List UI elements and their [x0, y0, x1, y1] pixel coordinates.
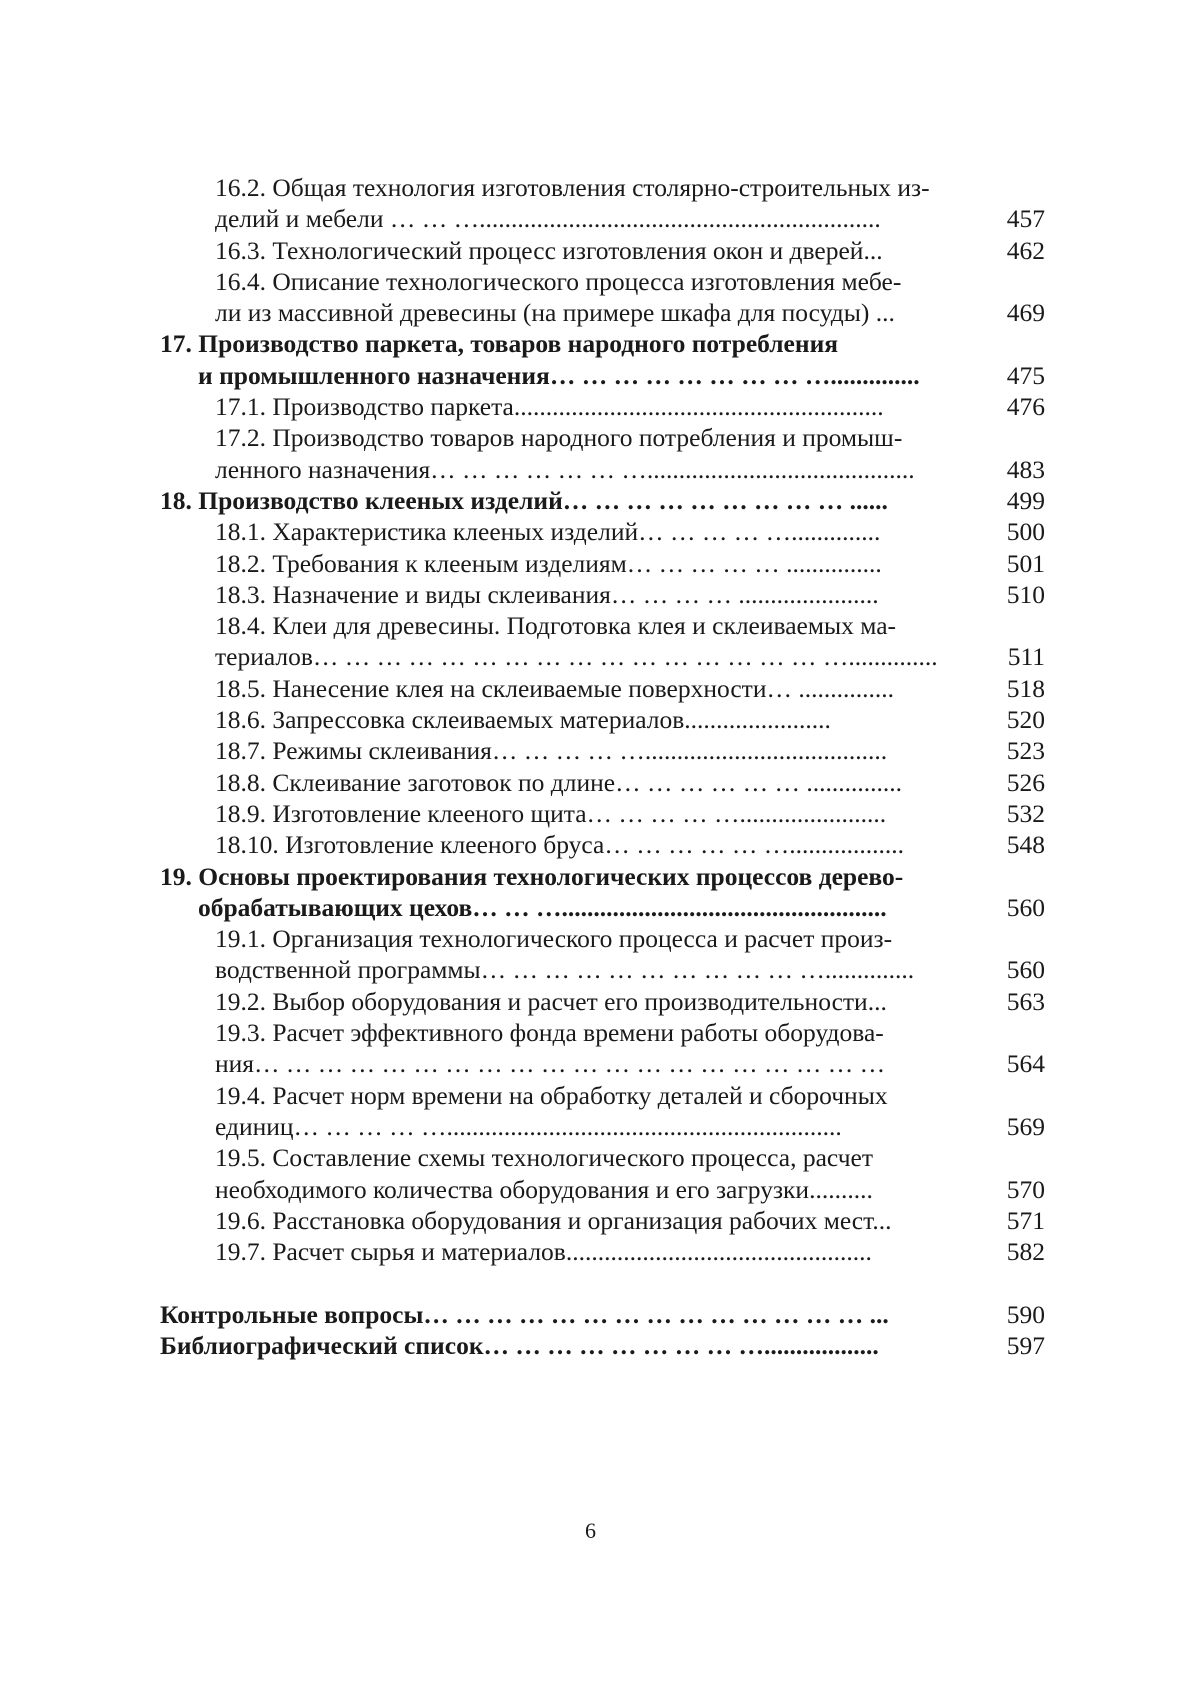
toc-subsection-entry[interactable]: [160, 1142, 1045, 1205]
toc-entry-title: обрабатывающих цехов… … …...................................................: [198, 892, 887, 922]
toc-page-number: 500: [1006, 517, 1045, 547]
toc-entry-title: 19.5. Составление схемы технологического процесса, расчет: [215, 1143, 873, 1173]
toc-subsection-entry[interactable]: [160, 673, 1045, 704]
toc-page-number: 483: [1006, 454, 1045, 484]
toc-subsection-entry[interactable]: [160, 704, 1045, 735]
toc-entry-title: 19.7. Расчет сырья и материалов................................................: [215, 1237, 872, 1267]
toc-entry-title: 17.2. Производство товаров народного потребления и промыш-: [215, 423, 903, 453]
toc-line: [160, 422, 1045, 453]
toc-entry-title: 18.4. Клеи для древесины. Подготовка клея и склеиваемых ма-: [215, 611, 897, 641]
toc-page-number: 523: [1006, 736, 1045, 766]
toc-subsection-entry[interactable]: [160, 610, 1045, 673]
table-of-contents: [160, 172, 1045, 1361]
toc-line: [160, 861, 1045, 892]
toc-entry-title: 18.7. Режимы склеивания… … … … …......................................: [215, 736, 888, 766]
toc-subsection-entry[interactable]: [160, 1236, 1045, 1267]
toc-page-number: 520: [1006, 705, 1045, 735]
page-number: 6: [585, 1518, 596, 1543]
toc-entry-title: и промышленного назначения… … … … … … … … …..............: [198, 360, 920, 390]
toc-subsection-entry[interactable]: [160, 548, 1045, 579]
toc-line: [160, 579, 1045, 610]
toc-entry-title: 18.3. Назначение и виды склеивания… … … … ......................: [215, 579, 879, 609]
toc-entry-title: 18.9. Изготовление клееного щита… … … … ….......................: [215, 798, 887, 828]
toc-entry-title: 18. Производство клееных изделий… … … … … … … … … ......: [160, 485, 888, 515]
toc-page-number: 590: [1006, 1299, 1045, 1329]
toc-entry-title: териалов… … … … … … … … … … … … … … … … …..............: [215, 642, 938, 672]
toc-subsection-entry[interactable]: [160, 516, 1045, 547]
toc-page-number: 469: [1006, 298, 1045, 328]
toc-line: [160, 610, 1045, 641]
toc-entry-title: 18.10. Изготовление клееного бруса… … … … … …..................: [215, 830, 904, 860]
toc-line: [160, 1330, 1045, 1361]
toc-entry-title: необходимого количества оборудования и его загрузки..........: [215, 1174, 873, 1204]
toc-subsection-entry[interactable]: [160, 1080, 1045, 1143]
toc-entry-title: Контрольные вопросы… … … … … … … … … … … … … … ...: [160, 1299, 889, 1329]
toc-subsection-entry[interactable]: [160, 829, 1045, 860]
toc-line: [160, 1174, 1045, 1205]
toc-line: [160, 360, 1045, 391]
toc-entry-title: 18.5. Нанесение клея на склеиваемые поверхности… ...............: [215, 673, 894, 703]
toc-page-number: 548: [1006, 830, 1045, 860]
toc-line: [160, 1236, 1045, 1267]
toc-page-number: 582: [1006, 1237, 1045, 1267]
toc-subsection-entry[interactable]: [160, 1017, 1045, 1080]
toc-entry-title: 16.3. Технологический процесс изготовления окон и дверей...: [215, 235, 883, 265]
toc-subsection-entry[interactable]: [160, 391, 1045, 422]
toc-line: [160, 892, 1045, 923]
toc-page-number: 475: [1006, 360, 1045, 390]
toc-page-number: 518: [1006, 673, 1045, 703]
toc-entry-title: 18.6. Запрессовка склеиваемых материалов.......................: [215, 705, 831, 735]
toc-line: [160, 829, 1045, 860]
toc-subsection-entry[interactable]: [160, 986, 1045, 1017]
toc-line: [160, 235, 1045, 266]
toc-entry-title: 16.2. Общая технология изготовления столярно-строительных из-: [215, 173, 930, 202]
toc-entry-title: 19.4. Расчет норм времени на обработку деталей и сборочных: [215, 1080, 888, 1110]
toc-page-number: 526: [1006, 767, 1045, 797]
toc-line: [160, 1111, 1045, 1142]
toc-entry-title: 19.2. Выбор оборудования и расчет его производительности...: [215, 986, 887, 1016]
toc-page-number: 476: [1006, 392, 1045, 422]
toc-entry-title: единиц… … … … …..............................................................: [215, 1111, 842, 1141]
toc-line: [160, 1142, 1045, 1173]
toc-entry-title: водственной программы… … … … … … … … … … …..............: [215, 955, 915, 985]
toc-subsection-entry[interactable]: [160, 798, 1045, 829]
toc-line: [160, 1048, 1045, 1079]
toc-page-number: 510: [1006, 579, 1045, 609]
toc-page-number: 501: [1006, 548, 1045, 578]
toc-line: [160, 1017, 1045, 1048]
toc-line: [160, 641, 1045, 672]
toc-line: [160, 266, 1045, 297]
toc-chapter-entry[interactable]: [160, 485, 1045, 516]
toc-chapter-entry[interactable]: [160, 861, 1045, 924]
toc-page-number: 571: [1006, 1205, 1045, 1235]
toc-entry-title: ния… … … … … … … … … … … … … … … … … … … …: [215, 1049, 886, 1079]
toc-line: [160, 923, 1045, 954]
toc-subsection-entry[interactable]: [160, 172, 1045, 235]
toc-subsection-entry[interactable]: [160, 735, 1045, 766]
toc-entry-title: 19.1. Организация технологического процесса и расчет произ-: [215, 924, 893, 954]
toc-line: [160, 203, 1045, 234]
toc-line: [160, 704, 1045, 735]
toc-page-number: 462: [1006, 235, 1045, 265]
toc-entry-title: Библиографический список… … … … … … … … …..................: [160, 1330, 879, 1360]
toc-entry-title: 18.1. Характеристика клееных изделий… … … … …..............: [215, 517, 881, 547]
toc-page-number: 511: [1007, 642, 1045, 672]
toc-line: [160, 297, 1045, 328]
toc-chapter-entry[interactable]: [160, 1299, 1045, 1330]
toc-line: [160, 798, 1045, 829]
toc-entry-title: 19. Основы проектирования технологических процессов дерево-: [160, 861, 904, 891]
toc-chapter-entry[interactable]: [160, 1330, 1045, 1361]
toc-entry-title: ленного назначения… … … … … … …..........................................: [215, 454, 915, 484]
toc-subsection-entry[interactable]: [160, 266, 1045, 329]
toc-line: [160, 1299, 1045, 1330]
toc-entry-title: 19.6. Расстановка оборудования и организация рабочих мест...: [215, 1205, 892, 1235]
toc-entry-title: 19.3. Расчет эффективного фонда времени работы оборудова-: [215, 1018, 884, 1048]
toc-line: [160, 328, 1045, 359]
toc-line: [160, 767, 1045, 798]
toc-entry-title: 18.8. Склеивание заготовок по длине… … … … … … ...............: [215, 767, 902, 797]
toc-entry-title: 17.1. Производство паркета..........................................................: [215, 392, 884, 422]
toc-line: [160, 1080, 1045, 1111]
toc-page-number: 569: [1006, 1111, 1045, 1141]
toc-line: [160, 673, 1045, 704]
toc-page-number: 570: [1006, 1174, 1045, 1204]
toc-subsection-entry[interactable]: [160, 923, 1045, 986]
spacer: [160, 1267, 1045, 1298]
toc-page-number: 499: [1006, 485, 1045, 515]
toc-line: [160, 548, 1045, 579]
toc-line: [160, 172, 1045, 203]
toc-entry-title: делий и мебели … … …...............................................................: [215, 204, 881, 234]
toc-line: [160, 1205, 1045, 1236]
toc-line: [160, 391, 1045, 422]
toc-subsection-entry[interactable]: [160, 422, 1045, 485]
toc-line: [160, 735, 1045, 766]
toc-line: [160, 986, 1045, 1017]
toc-subsection-entry[interactable]: [160, 579, 1045, 610]
toc-page-number: 560: [1006, 892, 1045, 922]
toc-page-number: 563: [1006, 986, 1045, 1016]
toc-line: [160, 954, 1045, 985]
toc-line: [160, 454, 1045, 485]
toc-chapter-entry[interactable]: [160, 328, 1045, 391]
toc-entry-title: 16.4. Описание технологического процесса изготовления мебе-: [215, 266, 902, 296]
toc-page-number: 560: [1006, 955, 1045, 985]
toc-entry-title: 17. Производство паркета, товаров народного потребления: [160, 329, 839, 359]
toc-line: [160, 516, 1045, 547]
toc-entry-title: ли из массивной древесины (на примере шкафа для посуды) ...: [215, 298, 895, 328]
toc-page-number: 532: [1006, 798, 1045, 828]
toc-page-number: 564: [1006, 1049, 1045, 1079]
toc-entry-title: 18.2. Требования к клееным изделиям… … … … … ...............: [215, 548, 882, 578]
toc-line: [160, 485, 1045, 516]
toc-page-number: 457: [1006, 204, 1045, 234]
toc-subsection-entry[interactable]: [160, 767, 1045, 798]
toc-subsection-entry[interactable]: [160, 1205, 1045, 1236]
toc-subsection-entry[interactable]: [160, 235, 1045, 266]
toc-page-number: 597: [1006, 1330, 1045, 1360]
